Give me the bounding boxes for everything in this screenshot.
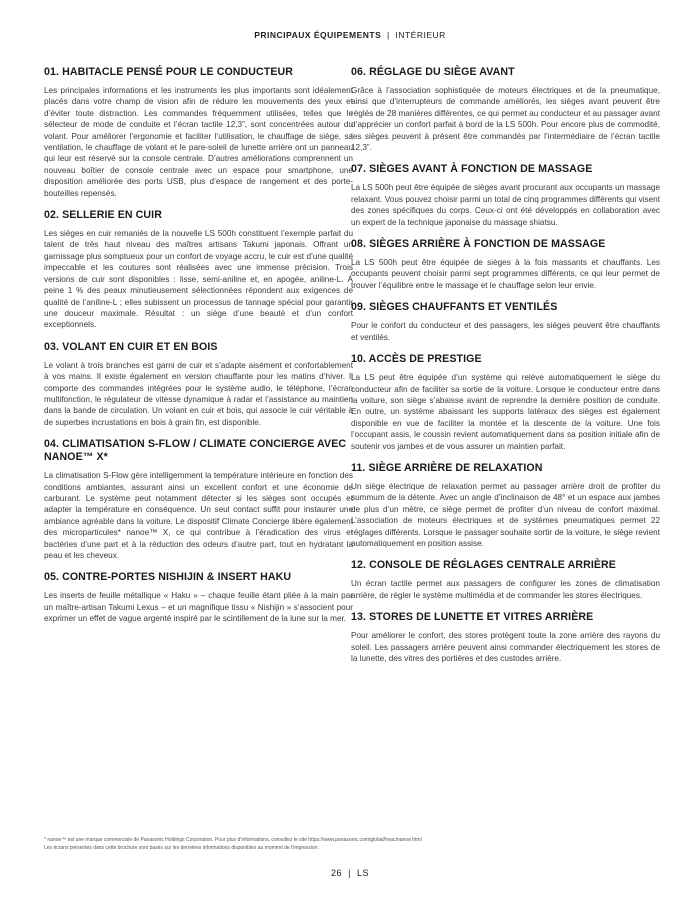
right-column: [351, 66, 660, 674]
section-08: [351, 238, 660, 291]
page-number: 26: [331, 868, 343, 878]
section-title: 13. STORES DE LUNETTE ET VITRES ARRIÈRE: [351, 611, 594, 624]
section-title: 06. RÉGLAGE DU SIÈGE AVANT: [351, 66, 515, 78]
section-body: Les sièges en cuir remaniés de la nouvelle LS 500h constituent l’exemple parfait du talent de très haut niveau des maîtres artisans Takumi japonais. Offrant un garnissage plus somptueux pour un confort de voyage accru, le cuir est d’une qualité impeccable et les coutures sont réalisées avec une immense précision. Trois versions de cuir sont disponibles : lisse, semi-aniline et, en apogée, aniline-L. À peine 1 % des peaux minutieusement sélectionnées répondent aux exigences de qualité de l’aniline-L ; elles subissent un processus de tannage spécial pour garantir une douceur maximale. Résultat : un siège d’une beauté et d’un confort exceptionnels.: [44, 229, 353, 330]
header-separator: |: [387, 30, 390, 40]
section-02: [44, 209, 353, 331]
left-column: [44, 66, 353, 635]
section-title: 09. SIÈGES CHAUFFANTS ET VENTILÉS: [351, 301, 558, 314]
section-title: 02. SELLERIE EN CUIR: [44, 209, 162, 222]
section-07: [351, 163, 660, 228]
section-title: 03. VOLANT EN CUIR ET EN BOIS: [44, 340, 218, 353]
section-body: Les inserts de feuille métallique « Haku » – chaque feuille étant pliée à la main par un maître-artisan Takumi Lexus – et un magnifique tissu « Nishijin » s’associent pour exprimer un effet de vague argenté inspiré par le scintillement de la lune sur la mer.: [44, 591, 353, 624]
section-title: 07. SIÈGES AVANT À FONCTION DE MASSAGE: [351, 163, 593, 176]
section-04: [44, 438, 353, 561]
section-title: 01. HABITACLE PENSÉ POUR LE CONDUCTEUR: [44, 66, 294, 78]
section-11: [351, 462, 660, 549]
section-title: 08. SIÈGES ARRIÈRE À FONCTION DE MASSAGE: [351, 238, 606, 251]
section-body: La LS 500h peut être équipée de sièges à la fois massants et chauffants. Les occupants peuvent choisir parmi sept programmes différents, ce qui leur permet de trouver l’équilibre entre le massage et le chauffage selon leur envie.: [351, 258, 660, 290]
header-subsection: INTÉRIEUR: [395, 30, 446, 40]
page-footer: [0, 868, 700, 878]
page-separator: |: [348, 868, 351, 878]
section-body: La climatisation S-Flow gère intelligemment la température intérieure en fonction des conditions ambiantes, assurant ainsi un excellent confort et une économie de carburant. Le système peut notamment détecter si les sièges sont occupés et adapter la température en conséquence. Un seul contact suffit pour instaurer une ambiance agréable dans la voiture. Le dispositif Climate Concierge libère également des microparticules* nanoe™ X, ce qui contribue à l’éradication des virus et bactéries d’une part et à la réduction des odeurs d’autre part, tout en hydratant la peau et les cheveux.: [44, 471, 353, 560]
section-body: Grâce à l’association sophistiquée de moteurs électriques et de la pneumatique, ainsi que d’interrupteurs de commande améliorés, les sièges avant peuvent être réglés de 28 manières différentes, ce qui permet au conducteur et au passager avant d’apprécier un confort parfait à bord de la LS 500h. Pour encore plus de commodité, les sièges peuvent à présent être commandés par l’intermédiaire de l’écran tactile 12,3”.: [351, 86, 660, 153]
section-title: 04. CLIMATISATION S-FLOW / CLIMATE CONCIERGE AVEC NANOE™ X*: [44, 438, 347, 464]
section-body: Le volant à trois branches est garni de cuir et s’adapte aisément et confortablement à vos mains. Il existe également en version chauffante pour les matins d’hiver. Il comporte des commandes intégrées pour le système audio, le téléphone, l’écran multifonction, le régulateur de vitesse dynamique à radar et l’assistance au maintien dans la bande de circulation. Un volant en cuir et bois, qui associe le cuir véritable à de superbes incrustations en bois à grain fin, est disponible.: [44, 360, 353, 427]
section-title: 12. CONSOLE DE RÉGLAGES CENTRALE ARRIÈRE: [351, 559, 616, 572]
section-title: 05. CONTRE-PORTES NISHIJIN & INSERT HAKU: [44, 571, 292, 584]
section-10: [351, 353, 660, 452]
section-09: [351, 301, 660, 343]
page-brand: LS: [356, 868, 369, 878]
section-body: La LS 500h peut être équipée de sièges avant procurant aux occupants un massage relaxant. Vous pouvez choisir parmi un total de cinq programmes différents qui visent des zones spécifiques du corps. Ceux-ci ont été développés en collaboration avec un expert de la technique japonaise du massage shiatsu.: [351, 183, 660, 227]
section-body: Un écran tactile permet aux passagers de configurer les zones de climatisation arrière, de régler le système multimédia et de commander les stores électriques.: [351, 579, 660, 600]
section-body: Pour le confort du conducteur et des passagers, les sièges peuvent être chauffants et ventilés.: [351, 321, 660, 342]
section-05: [44, 571, 353, 624]
header-section: PRINCIPAUX ÉQUIPEMENTS: [254, 30, 382, 40]
section-03: [44, 341, 353, 428]
section-01: [44, 66, 353, 199]
footnote-nanoe: * nanoe™ est une marque commerciale de Panasonic Holdings Corporation. Pour plus d’informations, consultez le site https://www.panasonic.com/global/hvac/nanoe.html: [44, 837, 422, 843]
page-header: [0, 30, 700, 40]
section-title: 10. ACCÈS DE PRESTIGE: [351, 353, 482, 366]
section-13: [351, 611, 660, 664]
section-12: [351, 559, 660, 601]
footnotes: [44, 836, 664, 852]
footnote-screens: Les écrans présentés dans cette brochure sont basés sur les dernières informations disponibles au moment de l’impression.: [44, 845, 319, 851]
section-06: [351, 66, 660, 153]
section-body: La LS peut être équipée d’un système qui relève automatiquement le siège du conducteur afin de faciliter sa sortie de la voiture. Lorsque le conducteur entre dans la voiture, son siège s’abaisse avant de reprendre la dernière position de conduite. En outre, un système abaissant les supports latéraux des sièges est également disponible en vue de faciliter la montée et la descente de la voiture. Une fois l’occupant assis, le coussin revient automatiquement dans sa position initiale afin de soutenir vos jambes et de vous assurer un maintien parfait.: [351, 373, 660, 451]
section-body: Les principales informations et les instruments les plus importants sont idéalement placés dans votre champ de vision afin de réduire les mouvements des yeux et d’éviter toute distraction. Les commandes fréquemment utilisées, telles que le sélecteur de mode de conduite et l’écran tactile 12,3”, sont concentrées autour du volant. Pour améliorer l’ergonomie et faciliter l’utilisation, le chauffage de siège, sa ventilation, le chauffage de volant et le pare-soleil de lunette arrière ont un panneau qui leur est réservé sur la console centrale. D’autres améliorations comprennent un nouveau boîtier de console centrale avec un espace pour smartphone, une disposition améliorée des ports USB, plus d’espace de rangement et des porte-bouteilles repensés.: [44, 86, 353, 198]
section-body: Pour améliorer le confort, des stores protègent toute la zone arrière des rayons du soleil. Les passagers arrière peuvent ainsi commander électriquement les stores de la lunette, des vitres des portières et des custodes arrière.: [351, 631, 660, 663]
section-body: Un siège électrique de relaxation permet au passager arrière droit de profiter du summum de la détente. Avec un angle d’inclinaison de 48° et un espace aux jambes de plus d’un mètre, ce siège permet de profiter d’un niveau de confort maximal. L’association de moteurs électriques et de systèmes pneumatiques permet 22 réglages différents. Lorsque le passager souhaite sortir de la voiture, le siège revient automatiquement en position assise.: [351, 481, 660, 548]
section-title: 11. SIÈGE ARRIÈRE DE RELAXATION: [351, 461, 543, 474]
